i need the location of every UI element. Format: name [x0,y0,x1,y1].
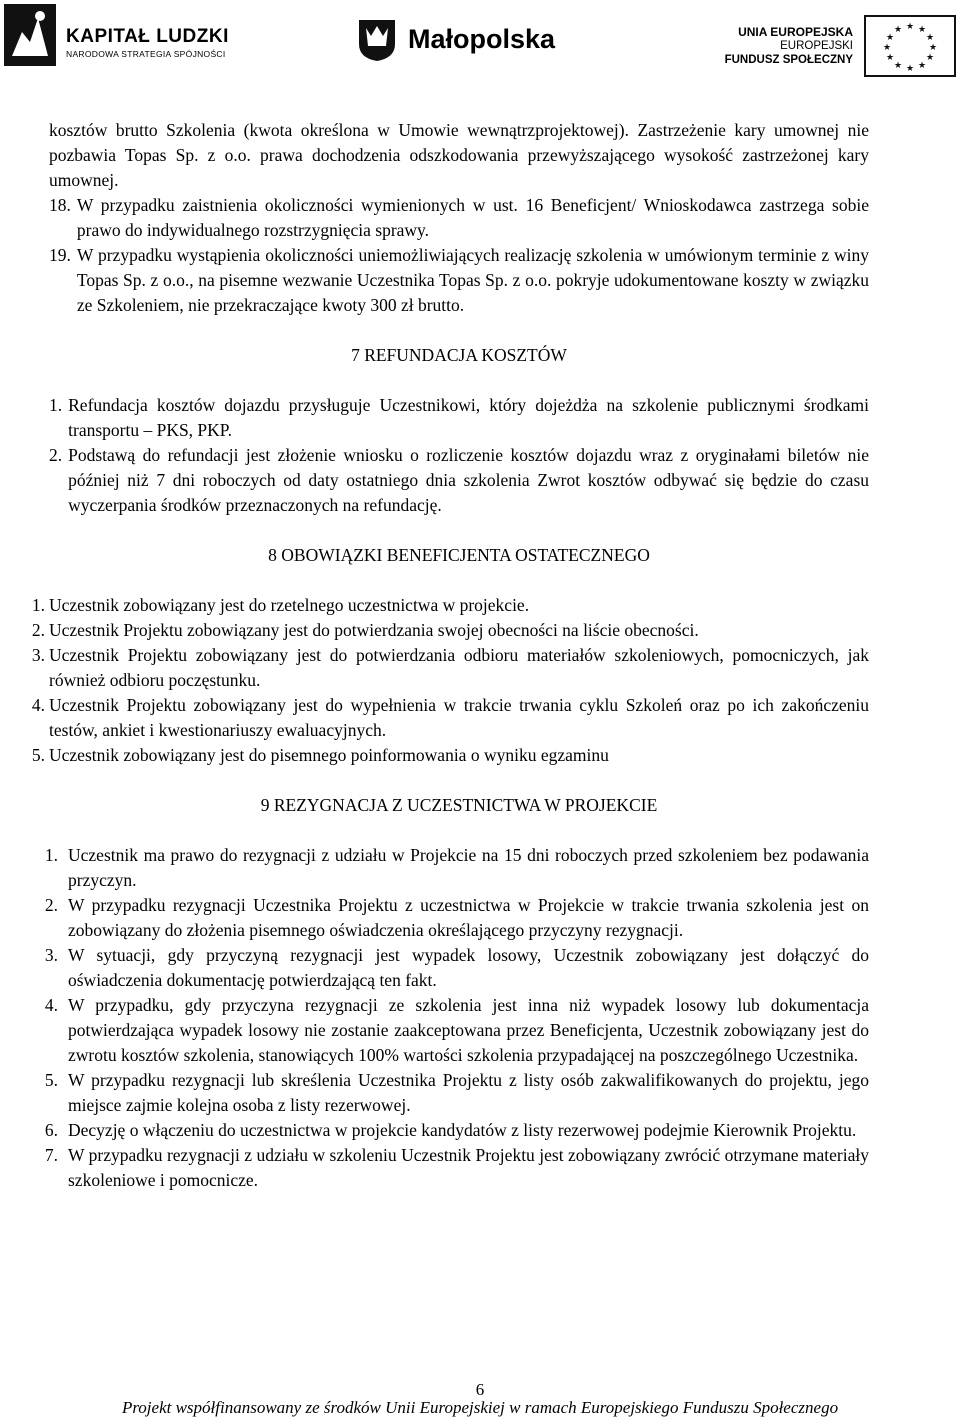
section-9-heading: 9 REZYGNACJA Z UCZESTNICTWA W PROJEKCIE [260,795,658,815]
item-number: 7. [44,1145,58,1165]
item-text: Uczestnik Projektu zobowiązany jest do wypełnienia w trakcie trwania cyklu Szkoleń oraz po ich zakończeniu testów, ankiet i kwestionariuszy ewaluacyjnych. [49,695,869,740]
item-text: Uczestnik Projektu zobowiązany jest do potwierdzania swojej obecności na liście obecności. [49,620,699,640]
svg-text:★: ★ [925,32,935,42]
item-number: 2. [31,620,45,640]
list-item [31,743,869,768]
malopolska-crest-icon [357,18,397,62]
item-text: W przypadku, gdy przyczyna rezygnacji ze szkolenia jest inna niż wypadek losowy lub dokumentacja potwierdzająca wypadek losowy nie zostanie zaakceptowana przez Beneficjenta, Uczestnik zobowiązany jest do zwrotu kosztów szkolenia, stanowiących 100% wartości szkolenia przypadającej na poszczególnego Uczestnika. [68,995,869,1065]
kapital-ludzki-subtitle: NARODOWA STRATEGIA SPÓJNOŚCI [66,49,226,59]
page-header [0,0,960,78]
intro-list [49,193,869,318]
svg-text:★: ★ [917,60,927,70]
svg-text:★: ★ [917,24,927,34]
item-text: W przypadku wystąpienia okoliczności uniemożliwiających realizację szkolenia w umówionym terminie z winy Topas Sp. z o.o., na pisemne wezwanie Uczestnika Topas Sp. z o.o. pokryje udokumentowane koszty w związku ze Szkoleniem, nie przekraczające kwoty 300 zł brutto. [76,245,869,315]
list-item [44,1118,869,1143]
item-number: 1. [31,595,45,615]
item-text: Refundacja kosztów dojazdu przysługuje Uczestnikowi, który dojeżdża na szkolenie publicznymi środkami transportu – PKS, PKP. [68,395,869,440]
footer-note: Projekt współfinansowany ze środków Unii Europejskiej w ramach Europejskiego Funduszu Społecznego [121,1398,839,1417]
list-item [44,993,869,1068]
list-item [49,443,869,518]
svg-text:★: ★ [905,21,915,31]
svg-text:★: ★ [885,32,895,42]
item-text: W sytuacji, gdy przyczyną rezygnacji jest wypadek losowy, Uczestnik zobowiązany jest dołączyć do oświadczenia dokumentację potwierdzającą ten fakt. [68,945,869,990]
list-item [31,593,869,618]
svg-text:★: ★ [905,63,915,73]
section-9-list [44,843,869,1193]
item-number: 3. [44,945,58,965]
section-8-list [31,593,869,768]
page-number: 6 [475,1380,485,1399]
svg-text:★: ★ [885,52,895,62]
list-item [49,193,869,243]
ue-line-1: UNIA EUROPEJSKA [738,25,853,39]
list-item [44,943,869,993]
item-text: W przypadku zaistnienia okoliczności wymienionych w ust. 16 Beneficjent/ Wnioskodawca zastrzega sobie prawo do indywidualnego rozstrzygnięcia sprawy. [76,195,869,240]
item-number: 4. [44,995,58,1015]
eu-flag-icon [864,15,956,77]
item-number: 4. [31,695,45,715]
section-7-list [49,393,869,518]
section-7-heading: 7 REFUNDACJA KOSZTÓW [351,345,567,365]
list-item [31,618,869,643]
item-number: 6. [44,1120,58,1140]
item-text: Uczestnik zobowiązany jest do pisemnego poinformowania o wyniku egzaminu [49,745,609,765]
item-number: 5. [44,1070,58,1090]
ue-line-3: FUNDUSZ SPOŁECZNY [724,54,853,66]
item-text: Uczestnik zobowiązany jest do rzetelnego uczestnictwa w projekcie. [49,595,530,615]
item-text: Uczestnik Projektu zobowiązany jest do potwierdzania odbioru materiałów szkoleniowych, pomocniczych, jak również odbioru poczęstunku. [49,645,869,690]
ue-efs-label [703,25,853,67]
item-number: 1. [49,395,63,415]
list-item [49,243,869,318]
document-body [31,118,869,1193]
list-item [44,1068,869,1118]
list-item [31,693,869,743]
item-text: Podstawą do refundacji jest złożenie wniosku o rozliczenie kosztów dojazdu wraz z oryginałami biletów nie później niż 7 dni roboczych od daty ostatniego dnia szkolenia Zwrot kosztów odbywać się będzie do czasu wyczerpania środków przeznaczonych na refundację. [68,445,869,515]
kapital-ludzki-title: KAPITAŁ LUDZKI [66,26,229,47]
section-8-heading: 8 OBOWIĄZKI BENEFICJENTA OSTATECZNEGO [268,545,650,565]
item-number: 2. [49,445,63,465]
svg-text:★: ★ [893,60,903,70]
list-item [31,643,869,693]
item-text: W przypadku rezygnacji Uczestnika Projektu z uczestnictwa w Projekcie w trakcie trwania szkolenia jest on zobowiązany do złożenia pisemnego oświadczenia określającego przyczyny rezygnacji. [68,895,869,940]
list-item [44,843,869,893]
list-item [44,893,869,943]
item-number: 1. [44,845,58,865]
item-number: 3. [31,645,45,665]
list-item [44,1143,869,1193]
item-text: Uczestnik ma prawo do rezygnacji z udziału w Projekcie na 15 dni roboczych przed szkoleniem bez podawania przyczyn. [68,845,869,890]
malopolska-wordmark: Małopolska [408,24,556,54]
item-text: W przypadku rezygnacji z udziału w szkoleniu Uczestnik Projektu jest zobowiązany zwrócić otrzymane materiały szkoleniowe i pomocnicze. [68,1145,869,1190]
list-item [49,393,869,443]
item-number: 2. [44,895,58,915]
item-text: W przypadku rezygnacji lub skreślenia Uczestnika Projektu z listy osób zakwalifikowanych do projektu, jego miejsce zajmie kolejna osoba z listy rezerwowej. [68,1070,869,1115]
item-text: Decyzję o włączeniu do uczestnictwa w projekcie kandydatów z listy rezerwowej podejmie Kierownik Projektu. [68,1120,857,1140]
item-number: 5. [31,745,45,765]
svg-text:★: ★ [893,24,903,34]
svg-text:★: ★ [925,52,935,62]
kapital-ludzki-logo-icon [4,4,56,66]
svg-text:★: ★ [928,42,938,52]
item-number: 19. [49,245,71,265]
ue-line-2: EUROPEJSKI [780,40,853,52]
item-number: 18. [49,195,71,215]
svg-text:★: ★ [882,42,892,52]
intro-continuation: kosztów brutto Szkolenia (kwota określona w Umowie wewnątrzprojektowej). Zastrzeżenie kary umownej nie pozbawia Topas Sp. z o.o. prawa dochodzenia odszkodowania przewyższającego wysokość zastrzeżonej kary umownej. [49,120,869,190]
